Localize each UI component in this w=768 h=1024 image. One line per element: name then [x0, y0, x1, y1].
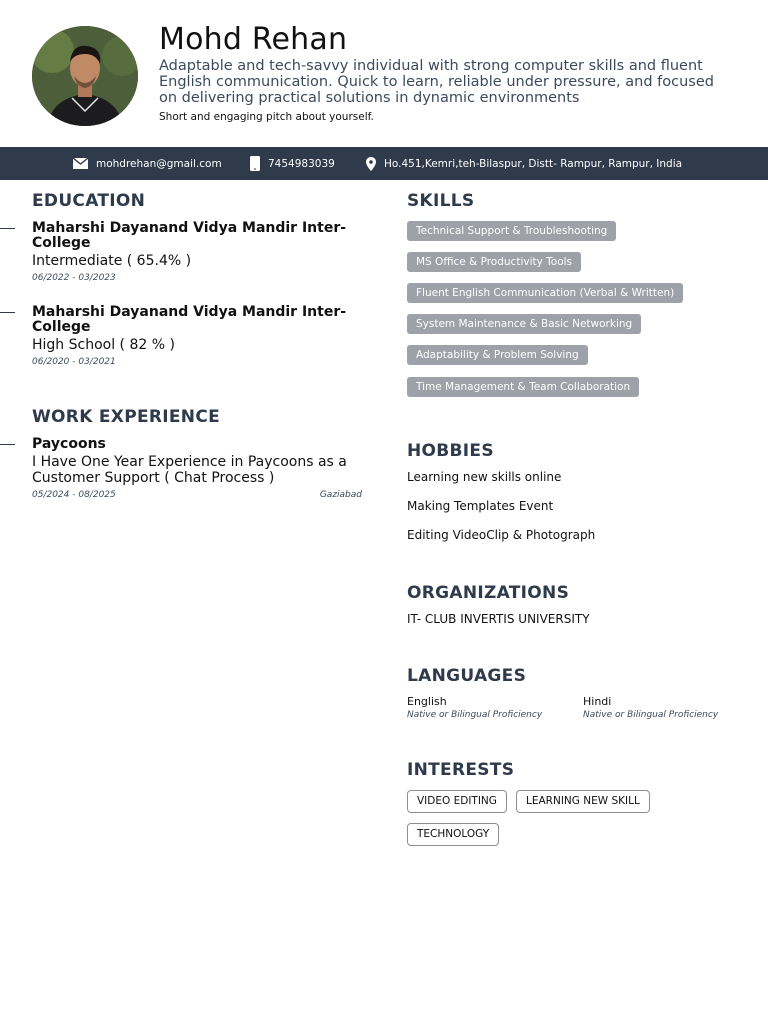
interest-chip: TECHNOLOGY	[407, 823, 499, 846]
email-text: mohdrehan@gmail.com	[96, 157, 222, 170]
skills-heading: SKILLS	[407, 191, 475, 211]
school-name: Maharshi Dayanand Vidya Mandir Inter-College	[32, 220, 347, 251]
language-name: Hindi	[583, 695, 612, 708]
work-experience-heading: WORK EXPERIENCE	[32, 407, 221, 427]
organizations-heading: ORGANIZATIONS	[407, 583, 570, 603]
language-level: Native or Bilingual Proficiency	[407, 710, 543, 720]
hobby-item: Editing VideoClip & Photograph	[407, 528, 596, 542]
education-dates: 06/2022 - 03/2023	[32, 273, 116, 283]
work-location: Gaziabad	[319, 490, 362, 500]
skill-tag: Adaptability & Problem Solving	[407, 345, 588, 365]
contact-phone[interactable]	[250, 147, 335, 180]
envelope-icon	[73, 158, 88, 169]
hobbies-heading: HOBBIES	[407, 441, 494, 461]
job-description: I Have One Year Experience in Paycoons as a Customer Support ( Chat Process )	[32, 454, 347, 486]
location-pin-icon	[366, 157, 376, 171]
timeline-marker	[0, 228, 15, 229]
skill-tag: Fluent English Communication (Verbal & Written)	[407, 283, 683, 303]
profile-pitch: Short and engaging pitch about yourself.	[159, 111, 374, 123]
degree: Intermediate ( 65.4% )	[32, 253, 192, 269]
language-name: English	[407, 695, 447, 708]
school-name: Maharshi Dayanand Vidya Mandir Inter-College	[32, 304, 347, 335]
phone-icon	[250, 156, 260, 171]
profile-summary: Adaptable and tech-savvy individual with strong computer skills and fluent English communication. Quick to learn, reliable under pressure, and focused on delivering practical solutions in dynamic environments	[159, 58, 714, 106]
education-item	[32, 305, 362, 367]
timeline-marker	[0, 312, 15, 313]
interests-heading: INTERESTS	[407, 760, 515, 780]
hobby-item: Learning new skills online	[407, 470, 562, 484]
contact-address	[366, 147, 682, 180]
degree: High School ( 82 % )	[32, 337, 175, 353]
work-dates: 05/2024 - 08/2025	[32, 490, 116, 500]
company-name: Paycoons	[32, 436, 106, 452]
profile-photo	[32, 26, 138, 126]
skill-tag: Technical Support & Troubleshooting	[407, 221, 616, 241]
education-heading: EDUCATION	[32, 191, 146, 211]
languages-heading: LANGUAGES	[407, 666, 527, 686]
contact-email[interactable]	[73, 147, 222, 180]
education-dates: 06/2020 - 03/2021	[32, 357, 116, 367]
interest-chip: VIDEO EDITING	[407, 790, 507, 813]
education-item	[32, 221, 362, 283]
skill-tag: MS Office & Productivity Tools	[407, 252, 581, 272]
contact-bar	[0, 147, 768, 180]
hobby-item: Making Templates Event	[407, 499, 554, 513]
organization-item: IT- CLUB INVERTIS UNIVERSITY	[407, 612, 590, 626]
skill-tag: Time Management & Team Collaboration	[407, 377, 639, 397]
work-item	[32, 437, 362, 500]
candidate-name: Mohd Rehan	[159, 22, 348, 57]
language-level: Native or Bilingual Proficiency	[583, 710, 719, 720]
address-text: Ho.451,Kemri,teh-Bilaspur, Distt- Rampur, Rampur, India	[384, 157, 683, 170]
skill-tag: System Maintenance & Basic Networking	[407, 314, 641, 334]
phone-text: 7454983039	[268, 157, 335, 170]
timeline-marker	[0, 444, 15, 445]
interest-chip: LEARNING NEW SKILL	[516, 790, 650, 813]
